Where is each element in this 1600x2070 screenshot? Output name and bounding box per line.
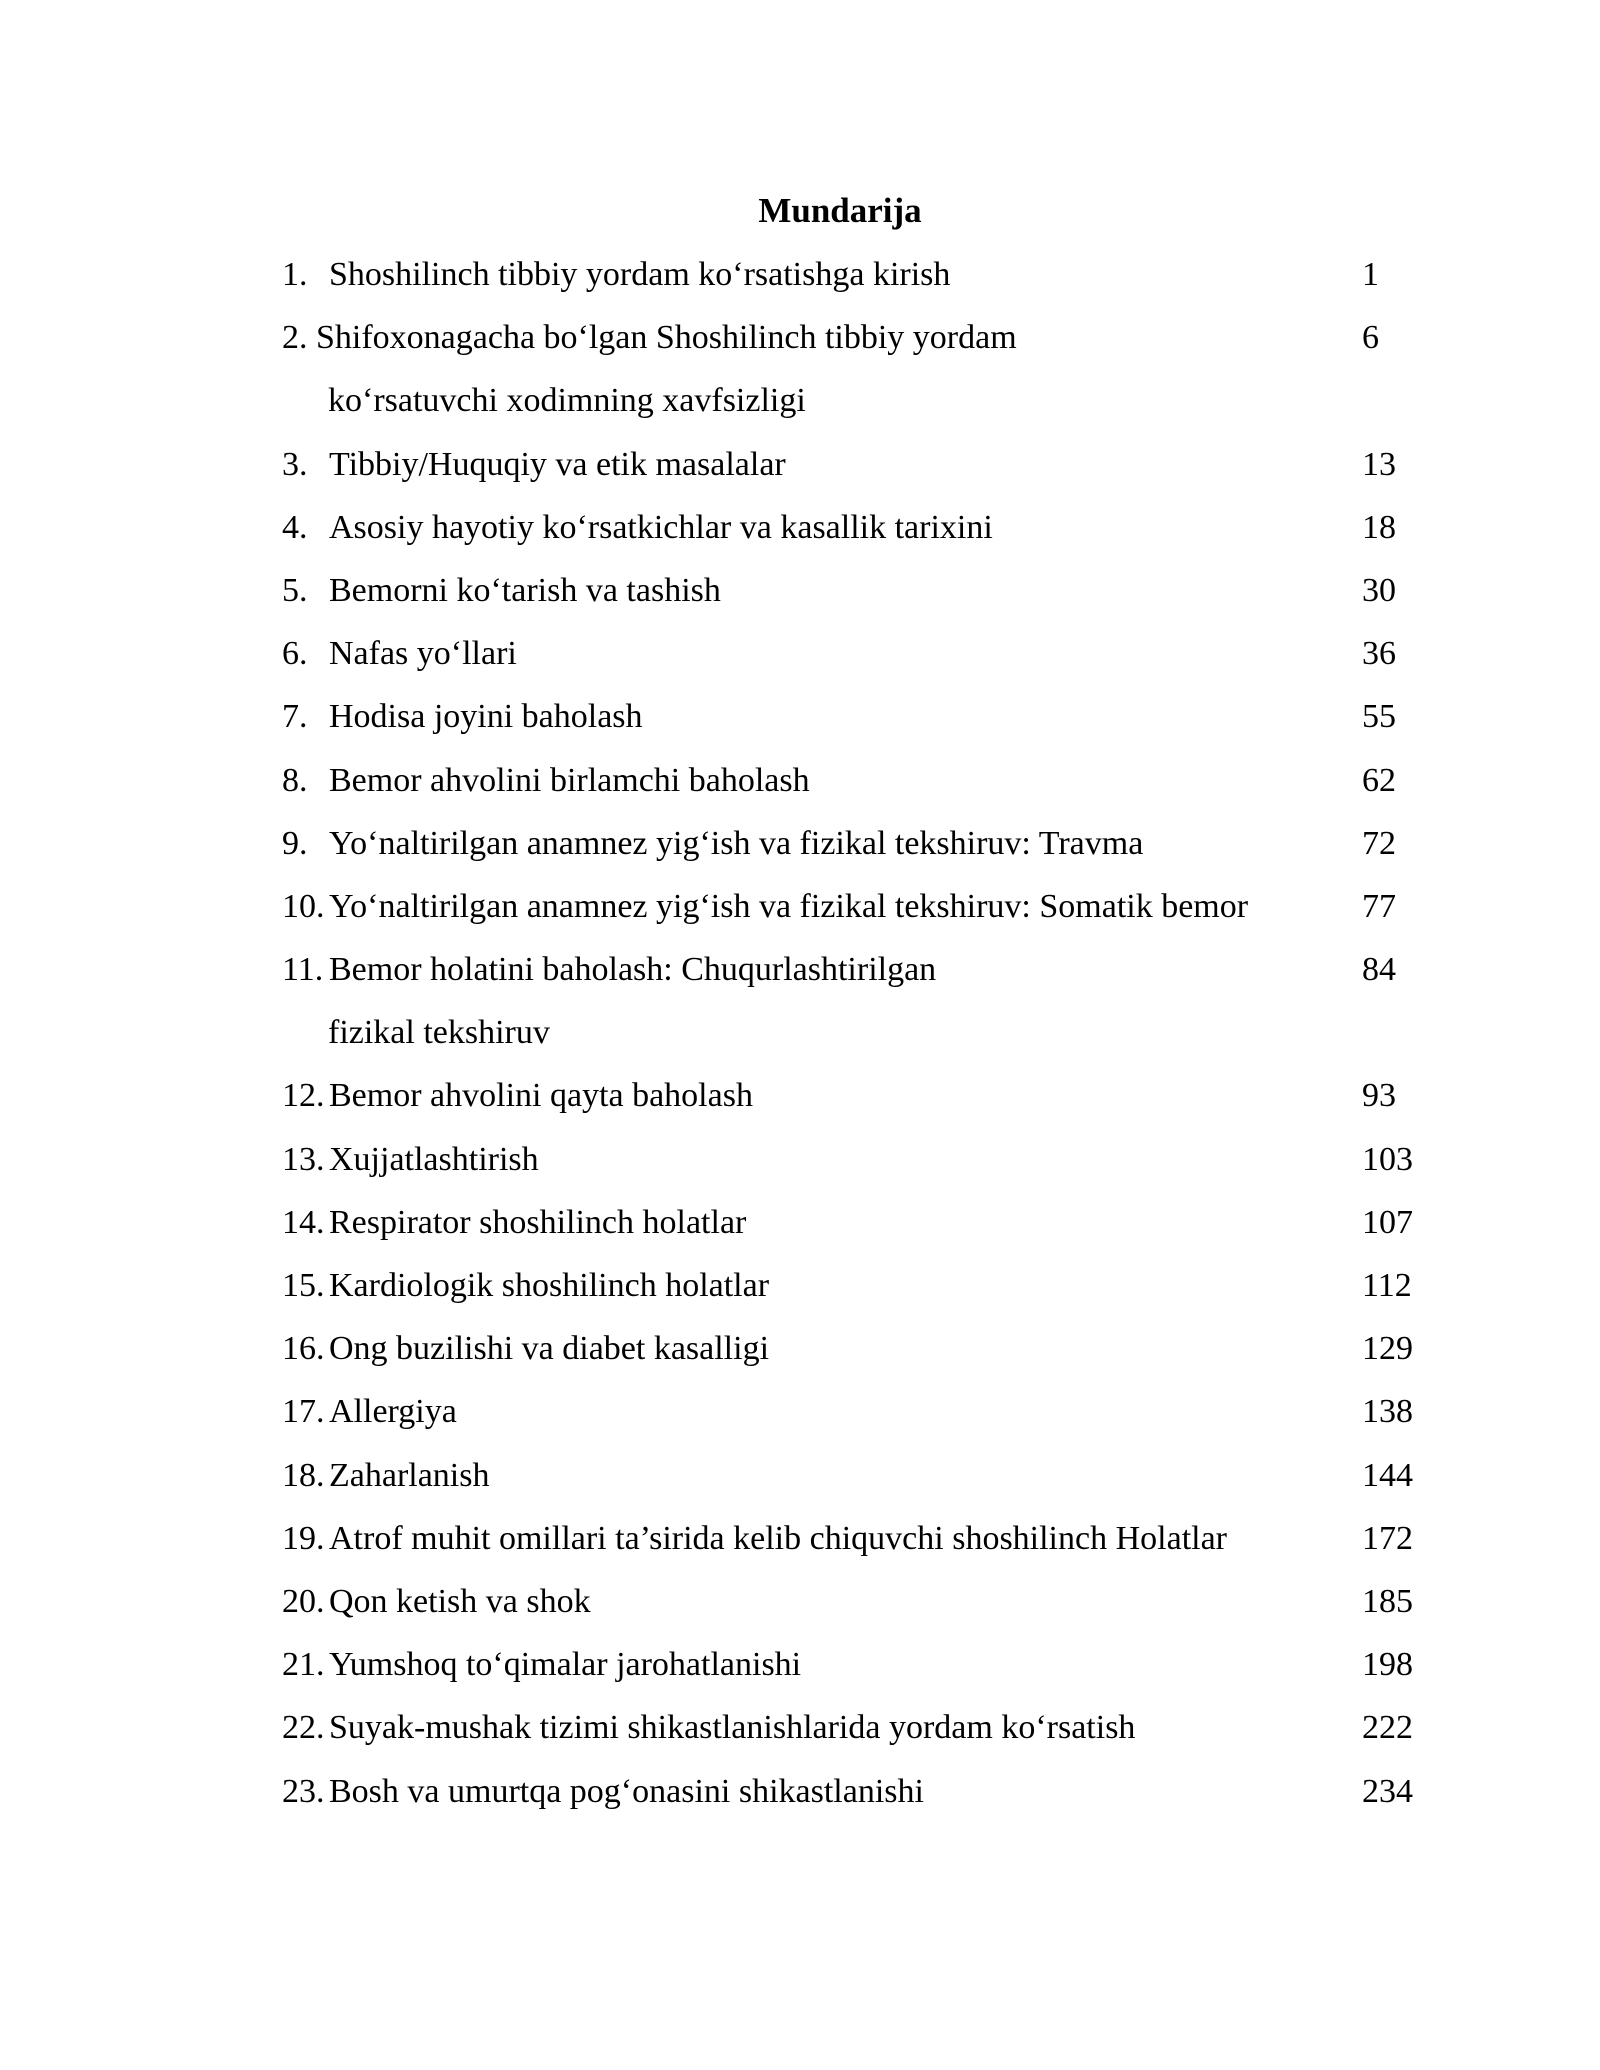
toc-entry-page: 112: [1362, 1267, 1412, 1304]
toc-entry: [282, 1570, 1422, 1633]
toc-entry-number: 18.: [282, 1456, 325, 1494]
toc-entry-number: 20.: [282, 1582, 325, 1620]
toc-entry: [282, 685, 1422, 748]
toc-entry-title: Zaharlanish: [329, 1456, 490, 1494]
toc-entry-number: 14.: [282, 1203, 325, 1241]
toc-entry-number: 21.: [282, 1646, 325, 1684]
toc-entry-title: Shoshilinch tibbiy yordam ko‘rsatishga kirish: [329, 256, 951, 293]
toc-entry-page: 234: [1362, 1772, 1413, 1810]
toc-entry-title: Suyak-mushak tizimi shikastlanishlarida yordam ko‘rsatish: [329, 1709, 1136, 1747]
toc-entry-number: 16.: [282, 1330, 325, 1368]
toc-entry: [282, 1696, 1422, 1759]
toc-entry-page: 13: [1362, 445, 1396, 483]
toc-entry-page: 72: [1362, 824, 1396, 862]
toc-entry-title: Bemorni ko‘tarish va tashish: [329, 571, 721, 609]
toc-entry-page: 198: [1362, 1646, 1413, 1684]
toc-entry-title: 2. Shifoxonagacha bo‘lgan Shoshilinch tibbiy yordam: [282, 319, 1017, 357]
toc-entry-title: Bemor ahvolini birlamchi baholash: [329, 761, 810, 799]
toc-entry-page: 172: [1362, 1519, 1413, 1557]
toc-entry: [282, 1507, 1422, 1570]
toc-entry-page: 1: [1362, 256, 1379, 293]
toc-entry-title: Ong buzilishi va diabet kasalligi: [329, 1330, 770, 1368]
toc-entry: [282, 1380, 1422, 1443]
toc-entry-number: 8.: [282, 761, 308, 799]
page-title: Mundarija: [758, 191, 922, 230]
toc-entry-page: 30: [1362, 571, 1396, 609]
toc-entry-page: 77: [1362, 887, 1396, 925]
toc-entry-page: 84: [1362, 951, 1396, 989]
toc-entry-continuation: [282, 369, 1422, 432]
toc-entry-title: Kardiologik shoshilinch holatlar: [329, 1267, 770, 1304]
table-of-contents: [282, 243, 1422, 1823]
toc-entry-number: 6.: [282, 635, 308, 673]
toc-entry: [282, 1633, 1422, 1696]
toc-entry: [282, 306, 1422, 369]
toc-entry: [282, 812, 1422, 875]
toc-entry: [282, 622, 1422, 685]
toc-entry-title: Asosiy hayotiy ko‘rsatkichlar va kasallik tarixini: [329, 508, 993, 546]
toc-entry-number: 19.: [282, 1519, 325, 1557]
toc-entry-title: Xujjatlashtirish: [329, 1140, 539, 1178]
toc-entry-title-continued: fizikal tekshiruv: [328, 1014, 550, 1052]
toc-entry-title: Yo‘naltirilgan anamnez yig‘ish va fizikal tekshiruv: Somatik bemor: [329, 887, 1249, 925]
toc-entry-number: 9.: [282, 824, 308, 862]
toc-entry-title: Allergiya: [329, 1393, 457, 1431]
toc-entry-number: 17.: [282, 1393, 325, 1431]
toc-entry-title: Nafas yo‘llari: [329, 635, 517, 673]
toc-entry: [282, 1191, 1422, 1254]
toc-entry-title: Bosh va umurtqa pog‘onasini shikastlanishi: [329, 1772, 924, 1810]
toc-entry: [282, 1760, 1422, 1823]
toc-entry: [282, 559, 1422, 622]
toc-entry-title-continued: ko‘rsatuvchi xodimning xavfsizligi: [328, 382, 806, 420]
toc-entry-title: Bemor ahvolini qayta baholash: [329, 1077, 753, 1115]
toc-entry: [282, 1317, 1422, 1380]
toc-entry-page: 18: [1362, 508, 1396, 546]
toc-entry-number: 10.: [282, 887, 325, 925]
toc-entry-page: 103: [1362, 1140, 1413, 1178]
toc-entry-page: 55: [1362, 698, 1396, 736]
toc-entry: [282, 938, 1422, 1001]
toc-entry: [282, 875, 1422, 938]
toc-entry-page: 107: [1362, 1203, 1413, 1241]
toc-entry-title: Tibbiy/Huquqiy va etik masalalar: [329, 445, 786, 483]
toc-entry-title: Atrof muhit omillari ta’sirida kelib chiquvchi shoshilinch Holatlar: [329, 1519, 1227, 1557]
toc-entry: [282, 433, 1422, 496]
toc-entry-number: 11.: [282, 951, 324, 989]
toc-entry-page: 138: [1362, 1393, 1413, 1431]
toc-entry-number: 1.: [282, 256, 308, 293]
toc-entry: [282, 1254, 1422, 1317]
toc-entry: [282, 1128, 1422, 1191]
toc-entry: [282, 749, 1422, 812]
toc-entry-number: 3.: [282, 445, 308, 483]
toc-entry-number: 5.: [282, 571, 308, 609]
toc-entry-title: Yo‘naltirilgan anamnez yig‘ish va fizikal tekshiruv: Travma: [329, 824, 1144, 862]
toc-entry: [282, 243, 1422, 306]
toc-entry-page: 93: [1362, 1077, 1396, 1115]
toc-entry-title: Qon ketish va shok: [329, 1582, 591, 1620]
toc-entry-title: Hodisa joyini baholash: [329, 698, 643, 736]
toc-entry-page: 222: [1362, 1709, 1413, 1747]
toc-entry-title: Respirator shoshilinch holatlar: [329, 1203, 747, 1241]
toc-entry-page: 62: [1362, 761, 1396, 799]
toc-entry-page: 144: [1362, 1456, 1413, 1494]
toc-entry-continuation: [282, 1001, 1422, 1064]
toc-entry: [282, 1064, 1422, 1127]
toc-entry-title: Bemor holatini baholash: Chuqurlashtirilgan: [329, 951, 937, 989]
toc-entry-page: 6: [1362, 319, 1379, 357]
toc-entry-number: 15.: [282, 1267, 325, 1304]
toc-entry-number: 7.: [282, 698, 308, 736]
toc-entry: [282, 496, 1422, 559]
toc-entry-number: 23.: [282, 1772, 325, 1810]
toc-entry-page: 36: [1362, 635, 1396, 673]
toc-entry: [282, 1444, 1422, 1507]
toc-entry-number: 13.: [282, 1140, 325, 1178]
toc-entry-title: Yumshoq to‘qimalar jarohatlanishi: [329, 1646, 802, 1684]
toc-entry-page: 185: [1362, 1582, 1413, 1620]
toc-entry-number: 12.: [282, 1077, 325, 1115]
toc-entry-number: 22.: [282, 1709, 325, 1747]
toc-entry-page: 129: [1362, 1330, 1413, 1368]
toc-entry-number: 4.: [282, 508, 308, 546]
